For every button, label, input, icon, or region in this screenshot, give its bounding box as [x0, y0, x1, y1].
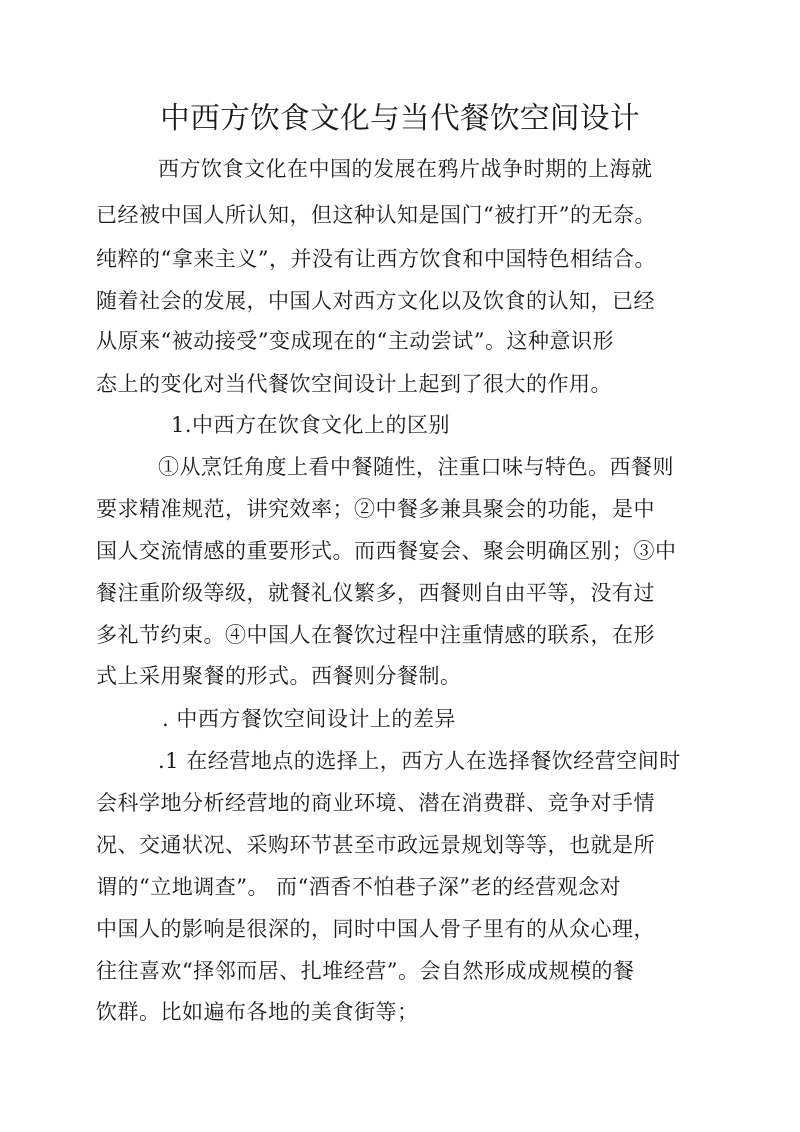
paragraph-3-line: 中国人的影响是很深的，同时中国人骨子里有的从众心理，: [96, 917, 655, 941]
paragraph-2-line: 式上采用聚餐的形式。西餐则分餐制。: [96, 664, 462, 688]
paragraph-2-line: 餐注重阶级等级，就餐礼仪繁多，西餐则自由平等，没有过: [96, 581, 655, 605]
paragraph-3-line: 谓的“立地调查”。 而“酒香不怕巷子深”老的经营观念对: [96, 875, 622, 899]
paragraph-2-line: 多礼节约束。④中国人在餐饮过程中注重情感的联系，在形: [96, 623, 655, 647]
document-title: 中西方饮食文化与当代餐饮空间设计: [160, 101, 640, 135]
paragraph-1-line: 纯粹的“拿来主义”，并没有让西方饮食和中国特色相结合。: [96, 247, 656, 271]
paragraph-1-line: 从原来“被动接受”变成现在的“主动尝试”。这种意识形: [96, 329, 614, 353]
paragraph-1-line: 随着社会的发展，中国人对西方文化以及饮食的认知，已经: [96, 289, 655, 313]
paragraph-2-line: 要求精准规范，讲究效率；②中餐多兼具聚会的功能，是中: [96, 497, 655, 521]
paragraph-3-line: 况、交通状况、采购环节甚至市政远景规划等等，也就是所: [96, 833, 655, 857]
paragraph-2-line: 国人交流情感的重要形式。而西餐宴会、聚会明确区别；③中: [96, 539, 677, 563]
paragraph-2-line: ①从烹饪角度上看中餐随性，注重口味与特色。西餐则: [158, 455, 674, 479]
paragraph-1-line: 态上的变化对当代餐饮空间设计上起到了很大的作用。: [96, 372, 612, 396]
paragraph-3-line: 会科学地分析经营地的商业环境、潜在消费群、竞争对手情: [96, 791, 655, 815]
paragraph-3-line: 饮群。比如遍布各地的美食街等；: [96, 1000, 419, 1024]
section-heading-1: 1.中西方在饮食文化上的区别: [171, 413, 451, 437]
paragraph-3-line: .1 在经营地点的选择上，西方人在选择餐饮经营空间时: [158, 749, 681, 773]
paragraph-1-line: 已经被中国人所认知，但这种认知是国门“被打开”的无奈。: [96, 203, 656, 227]
paragraph-3-line: 往往喜欢“择邻而居、扎堆经营”。会自然形成成规模的餐: [96, 959, 635, 983]
paragraph-1-line: 西方饮食文化在中国的发展在鸦片战争时期的上海就: [158, 157, 653, 181]
section-heading-2: . 中西方餐饮空间设计上的差异: [162, 707, 456, 731]
